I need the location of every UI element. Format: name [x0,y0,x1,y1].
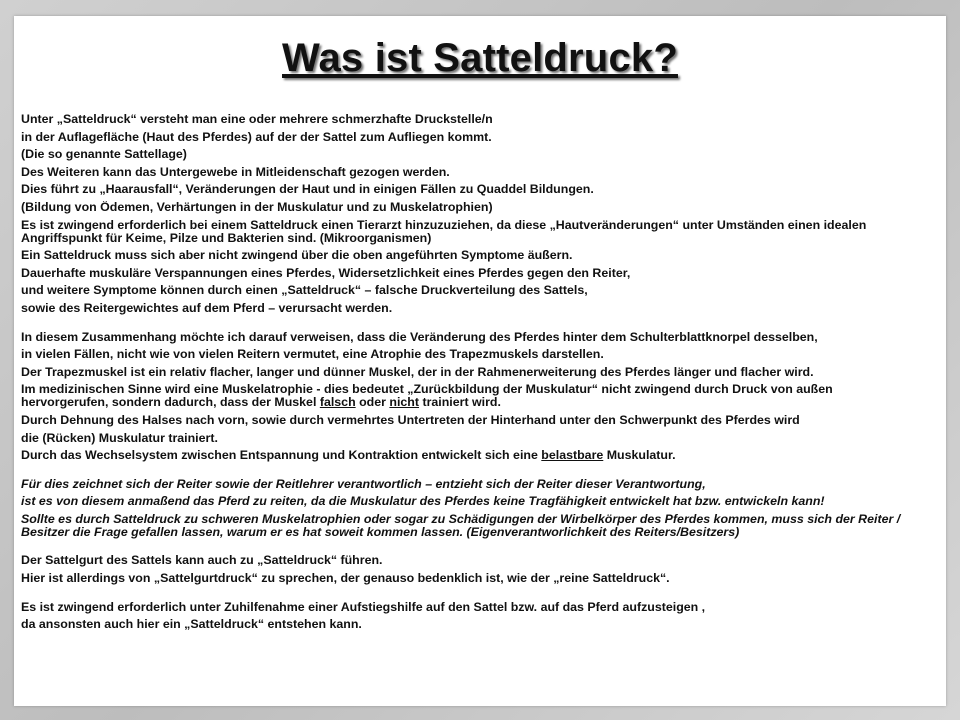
text-line [21,396,936,409]
text-line: In diesem Zusammenhang möchte ich darauf verweisen, dass die Veränderung des Pferdes hinter dem Schulterblattknorpel desselben, [21,330,818,344]
text-line: (Bildung von Ödemen, Verhärtungen in der Muskulatur und zu Muskelatrophien) [21,200,493,214]
text-line: Ein Satteldruck muss sich aber nicht zwingend über die oben angeführten Symptome äußern. [21,249,573,263]
text-segment: trainiert wird. [419,396,501,410]
text-line: Unter „Satteldruck“ versteht man eine oder mehrere schmerzhafte Druckstelle/n [21,113,493,126]
text-line: Der Trapezmuskel ist ein relativ flacher, langer und dünner Muskel, der in der Rahmenerweiterung des Pferdes länger und flacher wird. [21,365,814,379]
slide [14,16,946,706]
underlined-word: falsch [319,396,356,410]
text-line: da ansonsten auch hier ein „Satteldruck“ entstehen kann. [21,618,362,632]
text-segment: Muskulatur. [603,449,676,463]
underlined-word: belastbare [541,449,604,463]
text-line: Angriffspunkt für Keime, Pilze und Bakterien sind. (Mikroorganismen) [21,231,432,245]
text-line: Für dies zeichnet sich der Reiter sowie der Reitlehrer verantwortlich – entzieht sich der Reiter dieser Verantwortung, [21,477,706,491]
text-segment: Durch das Wechselsystem zwischen Entspannung und Kontraktion entwickelt sich eine [21,449,542,463]
text-line: Durch Dehnung des Halses nach vorn, sowie durch vermehrtes Untertreten der Hinterhand unter den Schwerpunkt des Pferdes wird [21,413,800,427]
text-segment: oder [355,396,390,410]
paragraph-gap [21,590,936,601]
text-line: ist es von diesem anmaßend das Pferd zu reiten, da die Muskulatur des Pferdes keine Tragfähigkeit entwickelt hat bzw. entwickeln kann! [21,495,825,509]
text-line [21,449,936,462]
text-line: Der Sattelgurt des Sattels kann auch zu „Satteldruck“ führen. [21,554,383,568]
paragraph-gap [21,467,936,478]
text-line: die (Rücken) Muskulatur trainiert. [21,431,218,445]
text-line: Sollte es durch Satteldruck zu schweren Muskelatrophien oder sogar zu Schädigungen der Wirbelkörper des Pferdes kommen, muss sich der Reiter / [21,512,901,526]
paragraph-gap [21,320,936,331]
text-line: Besitzer die Frage gefallen lassen, warum er es hat soweit kommen lassen. (Eigenverantworlichkeit des Reiters/Besitzers) [21,525,740,539]
text-line: Im medizinischen Sinne wird eine Muskelatrophie - dies bedeutet „Zurückbildung der Muskulatur“ nicht zwingend durch Druck von außen [21,383,833,397]
text-segment: hervorgerufen, sondern dadurch, dass der Muskel [21,396,320,410]
paragraph-gap [21,543,936,554]
text-line: Es ist zwingend erforderlich unter Zuhilfenahme einer Aufstiegshilfe auf den Sattel bzw. auf das Pferd aufzusteigen , [21,600,706,614]
text-line: Dies führt zu „Haarausfall“, Veränderungen der Haut und in einigen Fällen zu Quaddel Bildungen. [21,183,594,197]
text-line: Es ist zwingend erforderlich bei einem Satteldruck einen Tierarzt hinzuzuziehen, da diese „Hautveränderungen“ unter Umständen einen idealen [21,218,867,232]
text-line: Dauerhafte muskuläre Verspannungen eines Pferdes, Widersetzlichkeit eines Pferdes gegen den Reiter, [21,266,631,280]
text-line: (Die so genannte Sattellage) [21,148,187,162]
text-line: Des Weiteren kann das Untergewebe in Mitleidenschaft gezogen werden. [21,165,450,179]
text-line: in vielen Fällen, nicht wie von vielen Reitern vermutet, eine Atrophie des Trapezmuskels darstellen. [21,348,604,362]
underlined-word: nicht [389,396,419,410]
text-line: sowie des Reitergewichtes auf dem Pferd – verursacht werden. [21,301,393,315]
page-title: Was ist Satteldruck? [282,36,678,80]
text-line: Hier ist allerdings von „Sattelgurtdruck“ zu sprechen, der genauso bedenklich ist, wie der „reine Satteldruck“. [21,572,670,586]
document-body [21,113,936,636]
text-line: und weitere Symptome können durch einen „Satteldruck“ – falsche Druckverteilung des Sattels, [21,284,588,298]
text-line: in der Auflagefläche (Haut des Pferdes) auf der der Sattel zum Aufliegen kommt. [21,130,492,144]
